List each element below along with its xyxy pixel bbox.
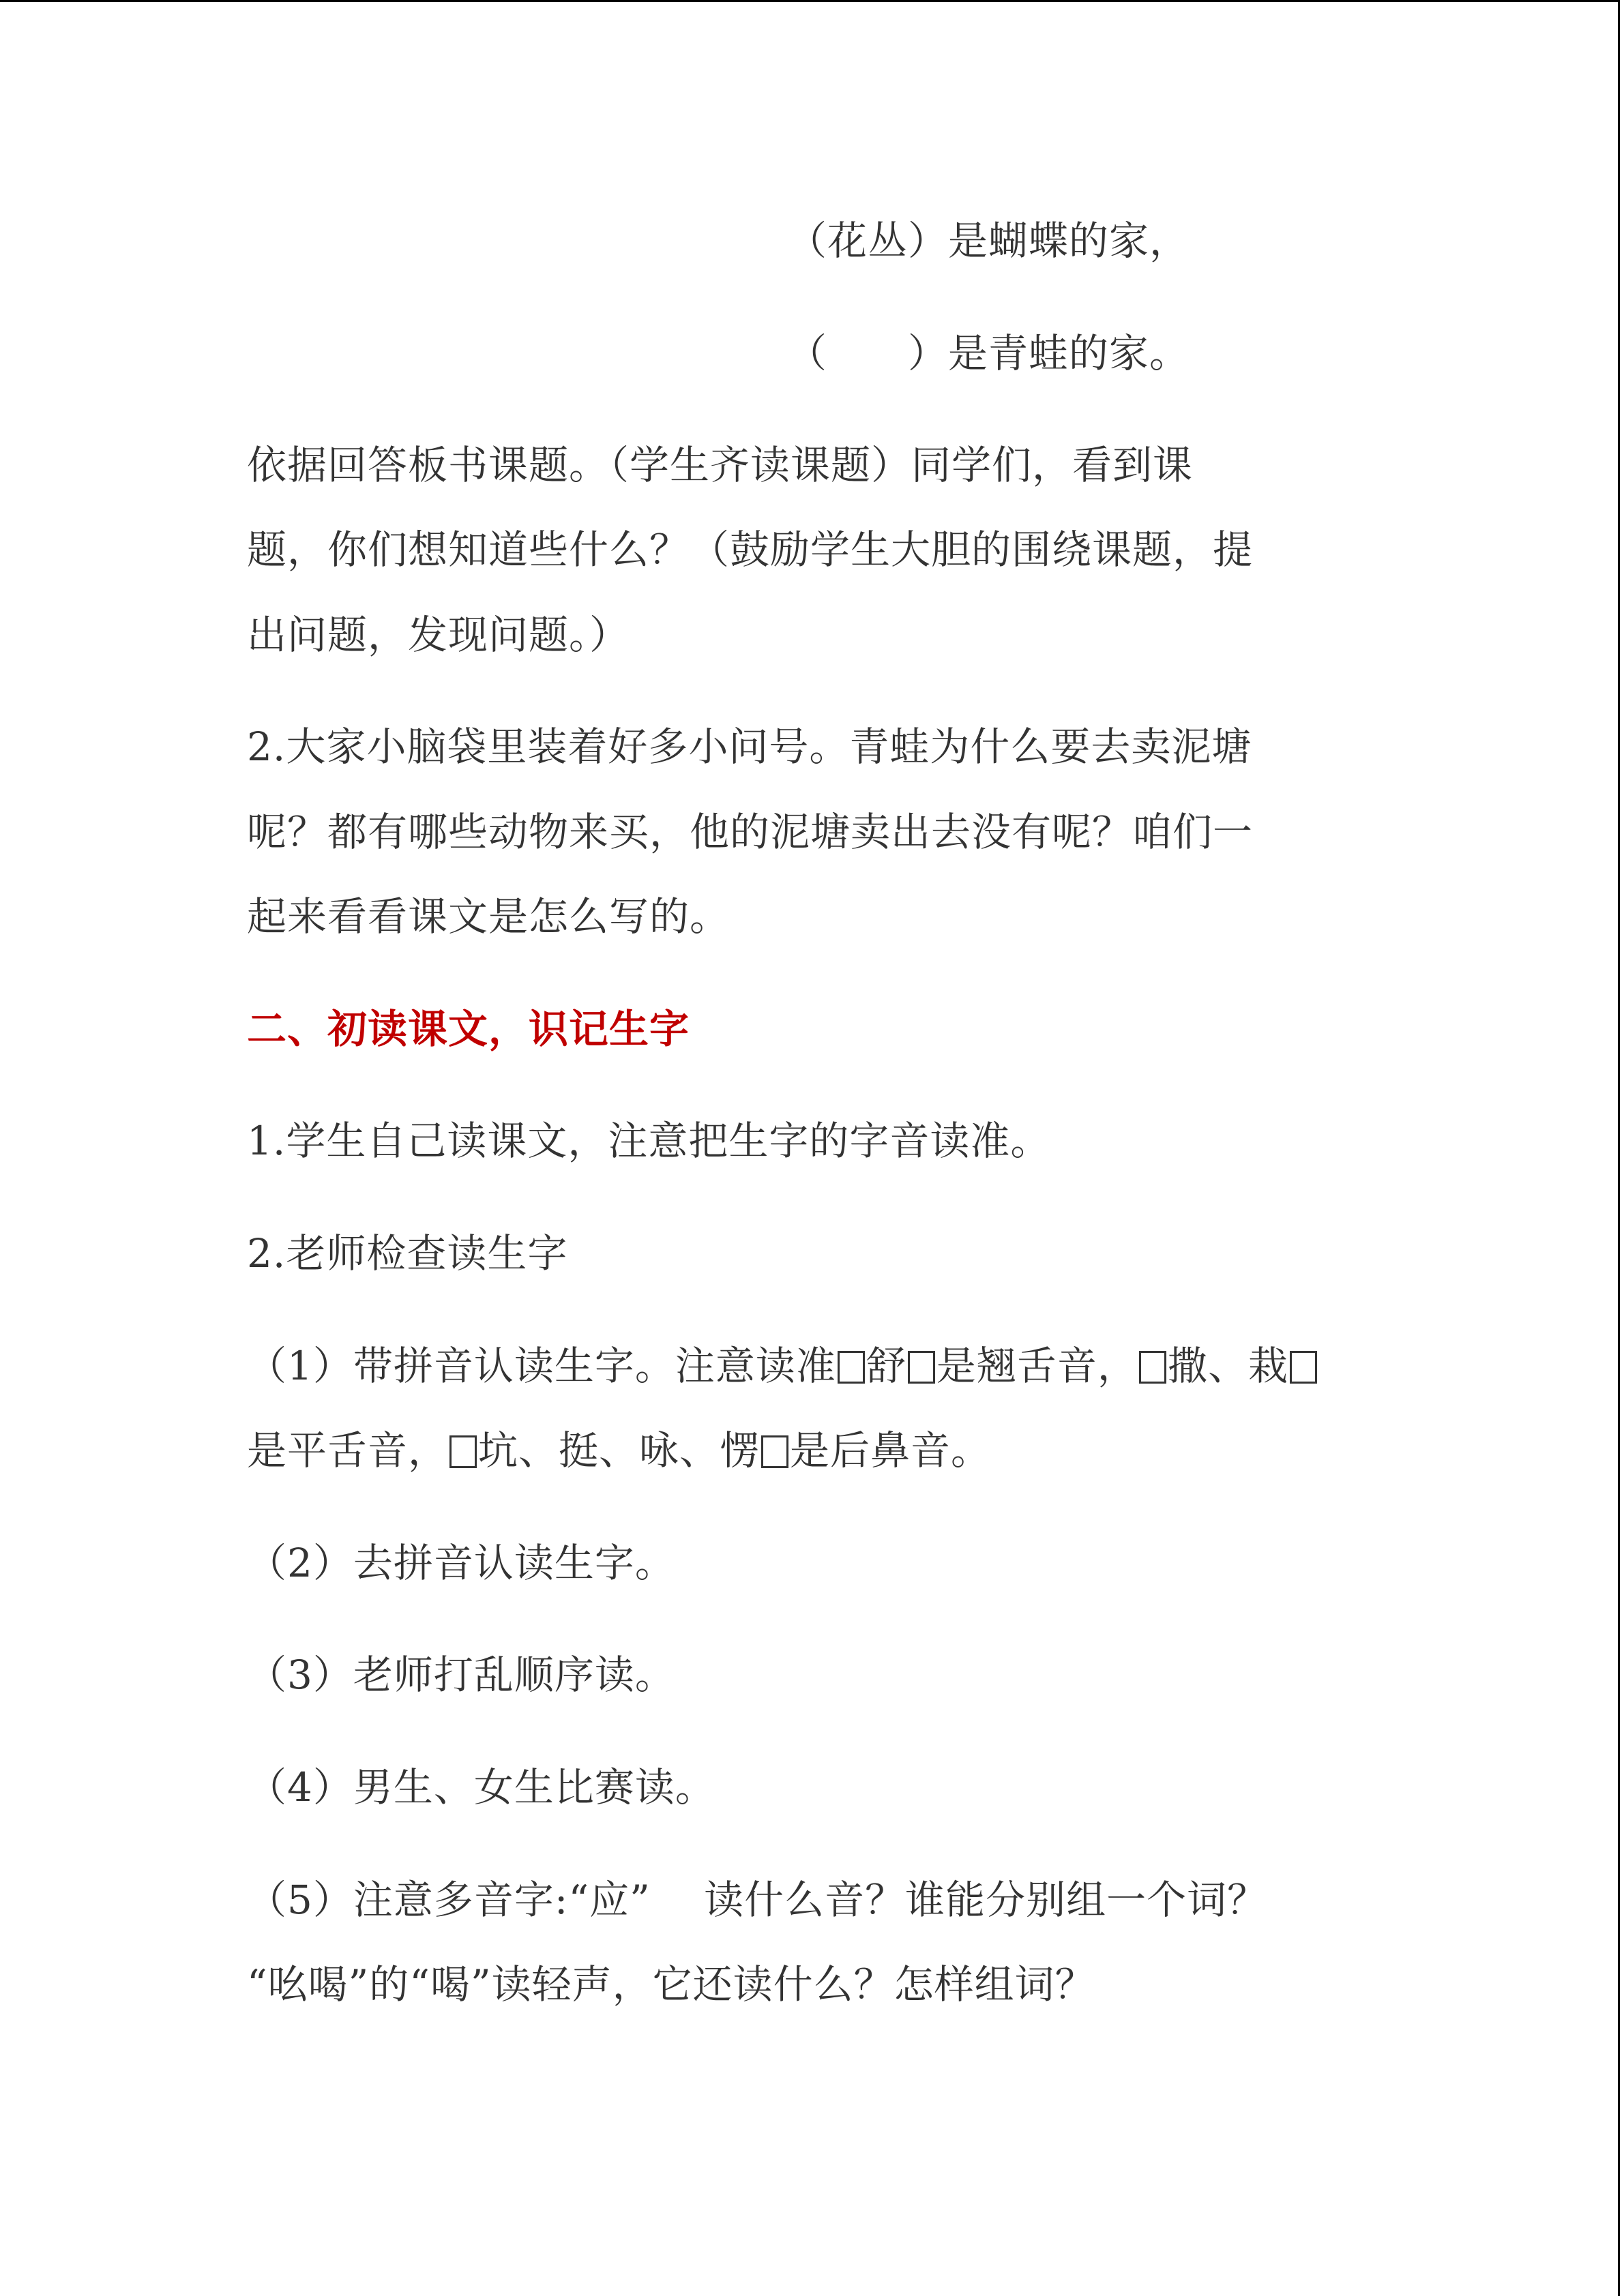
sub-step-1-line-2 (247, 1427, 991, 1474)
section-heading: 二、初读课文，识记生字 (247, 1006, 690, 1052)
sub-step-1-text-d: 撒、栽 (1167, 1343, 1288, 1389)
paragraph-2-line-3: 起来看看课文是怎么写的。 (247, 893, 730, 940)
sub-step-5-line-1: （5）注意多音字:“应” 读什么音？谁能分别组一个词？ (247, 1877, 1268, 1923)
step-1: 1.学生自己读课文，注意把生字的字音读准。 (247, 1118, 1051, 1164)
missing-glyph-box (838, 1351, 865, 1384)
sub-step-1-text-a: （1）带拼音认读生字。注意读准 (247, 1343, 836, 1389)
missing-glyph-box (1290, 1351, 1317, 1384)
sub-step-1-text-c: 是翘舌音， (936, 1343, 1138, 1389)
sub-step-1-text-g: 是后鼻音。 (790, 1427, 992, 1474)
sub-step-5-line-2: “吆喝”的“喝”读轻声，它还读什么？怎样组词？ (247, 1961, 1095, 2008)
step-2: 2.老师检查读生字 (247, 1230, 568, 1277)
missing-glyph-box (449, 1435, 477, 1468)
missing-glyph-box (761, 1435, 788, 1468)
missing-glyph-box (908, 1351, 935, 1384)
sub-step-1-line-1 (247, 1342, 1318, 1390)
intro-line-1: （花丛）是蝴蝶的家， (787, 218, 1190, 264)
paragraph-1-line-3: 出问题，发现问题。） (247, 612, 630, 658)
paragraph-1-line-2: 题，你们想知道些什么？（鼓励学生大胆的围绕课题，提 (247, 526, 1254, 573)
intro-line-2: （ ）是青蛙的家。 (787, 330, 1190, 376)
paragraph-1-line-1: 依据回答板书课题。（学生齐读课题）同学们，看到课 (247, 442, 1194, 488)
sub-step-2: （2）去拼音认读生字。 (247, 1540, 675, 1586)
missing-glyph-box (1139, 1351, 1166, 1384)
paragraph-2-line-2: 呢？都有哪些动物来买，他的泥塘卖出去没有呢？咱们一 (247, 809, 1254, 855)
sub-step-3: （3）老师打乱顺序读。 (247, 1652, 675, 1698)
paragraph-2-line-1: 2.大家小脑袋里装着好多小问号。青蛙为什么要去卖泥塘 (247, 724, 1252, 770)
sub-step-1-text-b: 舒 (866, 1343, 906, 1389)
sub-step-1-text-e: 是平舌音， (247, 1427, 449, 1474)
sub-step-1-text-f: 坑、挺、咏、愣 (478, 1427, 761, 1474)
sub-step-4: （4）男生、女生比赛读。 (247, 1764, 715, 1810)
